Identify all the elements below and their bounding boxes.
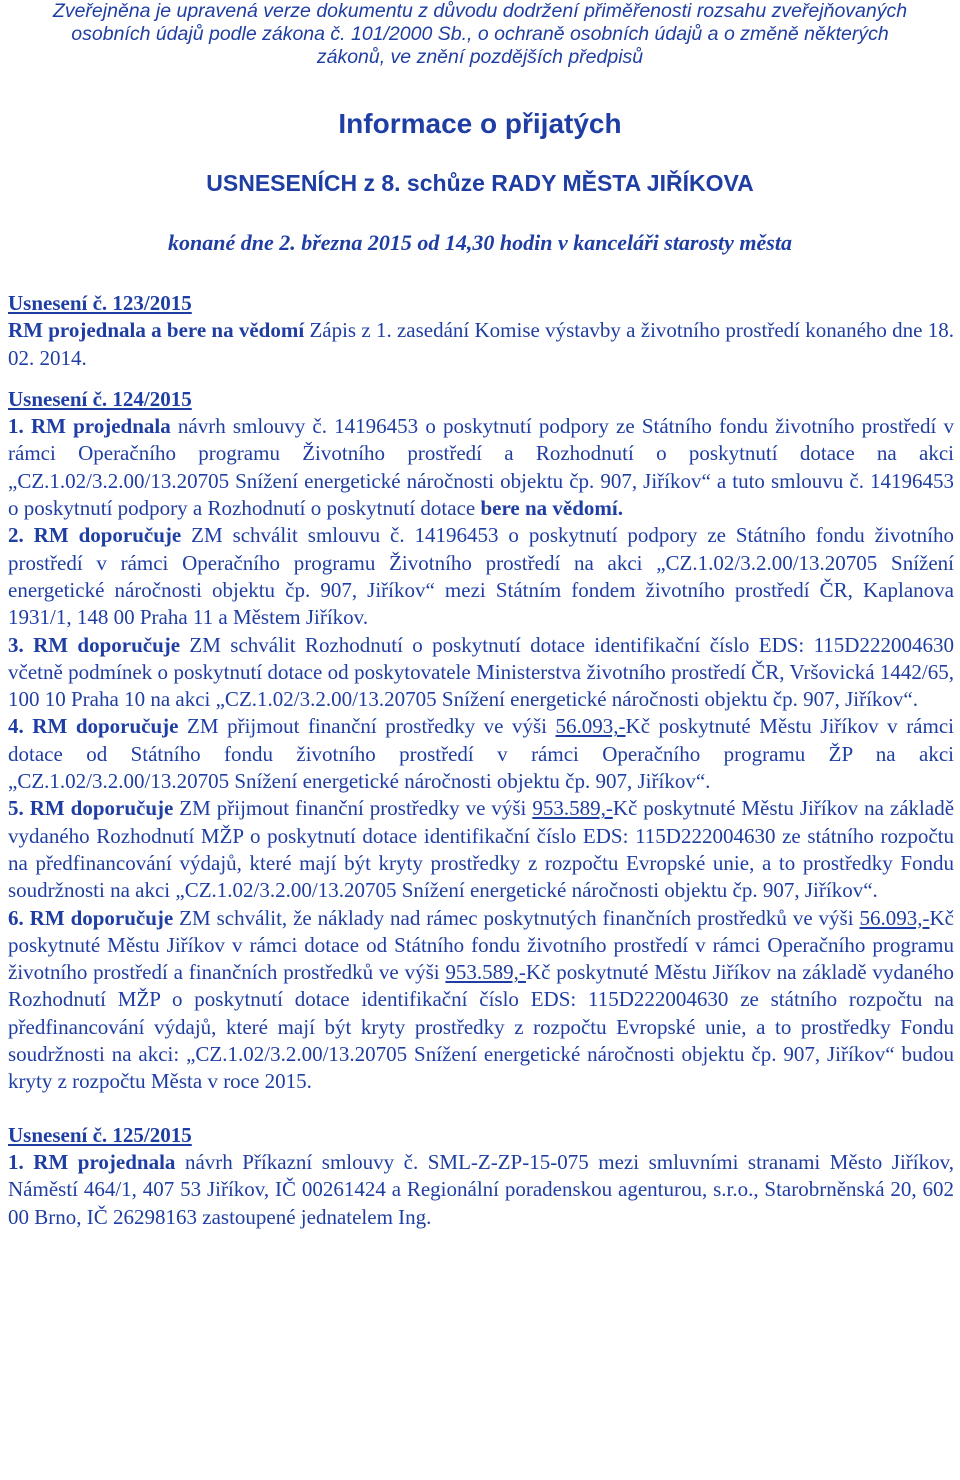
resolution-body: Kč poskytnuté Městu Jiříkov v rámci dotace od Státního fondu životního prostředí v rámci Operačního programu ŽP na akci „CZ.1.02/3.2.00/13.20705 Snížení energetické náročnosti objektu čp. 907, Jiříkov“. bbox=[8, 714, 954, 794]
resolution-body: Kč poskytnuté Městu Jiříkov na základě vydaného Rozhodnutí MŽP o poskytnutí dotace identifikační číslo EDS: 115D222004630 ze státního rozpočtu na předfinancování výdajů, které mají být kryty prostředky z rozpočtu Evropské unie, a to prostředky Fondu soudržnosti na akci „CZ.1.02/3.2.00/13.20705 Snížení energetické náročnosti objektu čp. 907, Jiříkov“. bbox=[8, 796, 955, 903]
resolution-124-item-2 bbox=[8, 522, 954, 631]
document-subtitle: USNESENÍCH z 8. schůze RADY MĚSTA JIŘÍKOVA bbox=[206, 170, 754, 196]
item-number: 1. bbox=[8, 1149, 24, 1174]
amount: 56.093,- bbox=[555, 714, 626, 739]
resolution-action: bere na vědomí bbox=[480, 496, 618, 521]
resolution-124-item-3 bbox=[8, 632, 954, 714]
resolution-body: Zápis z 1. zasedání Komise výstavby a životního prostředí konaného dne 18. 02. 2014. bbox=[8, 318, 954, 370]
resolution-body: ZM schválit Rozhodnutí o poskytnutí dotace identifikační číslo EDS: 115D222004630 včetně podmínek o poskytnutí dotace od poskytovatele Ministerstva životního prostředí ČR, Vršovická 1442/65, 100 10 Praha 10 na akci „CZ.1.02/3.2.00/13.20705 Snížení energetické náročnosti objektu čp. 907, Jiříkov“. bbox=[8, 632, 954, 712]
resolution-124-item-5 bbox=[8, 795, 954, 904]
notice-line: Zveřejněna je upravená verze dokumentu z důvodu dodržení přiměřenosti rozsahu zveřejňovaných bbox=[52, 0, 908, 22]
document-title: Informace o přijatých bbox=[338, 108, 622, 139]
item-number: 3. bbox=[8, 632, 24, 657]
meeting-info: konané dne 2. března 2015 od 14,30 hodin v kanceláři starosty města bbox=[168, 230, 792, 255]
resolution-body: Kč poskytnuté Městu Jiříkov na základě vydaného Rozhodnutí MŽP o poskytnutí dotace identifikační číslo EDS: 115D222004630 ze státního rozpočtu na předfinancování výdajů, které mají být kryty prostředky z rozpočtu Evropské unie, a to prostředky Fondu soudržnosti na akci: „CZ.1.02/3.2.00/13.20705 Snížení energetické náročnosti objektu čp. 907, Jiříkov“ budou kryty z rozpočtu Města v roce 2015. bbox=[8, 960, 954, 1094]
resolution-body: ZM přijmout finanční prostředky ve výši bbox=[173, 796, 533, 821]
amount: 953.589,- bbox=[445, 960, 526, 985]
resolution-body: ZM přijmout finanční prostředky ve výši bbox=[178, 714, 556, 739]
resolution-heading-124: Usnesení č. 124/2015 bbox=[8, 386, 192, 411]
resolution-action: RM doporučuje bbox=[29, 796, 174, 821]
resolution-125-item-1 bbox=[8, 1149, 954, 1231]
resolution-body: ZM schválit, že náklady nad rámec poskytnutých finančních prostředků ve výši bbox=[173, 905, 860, 930]
resolution-124-item-6 bbox=[8, 905, 954, 1096]
resolution-124-item-1 bbox=[8, 413, 954, 522]
item-number: 4. bbox=[8, 714, 24, 739]
resolution-action: RM doporučuje bbox=[33, 523, 182, 548]
resolution-action: RM projednala bbox=[33, 1149, 176, 1174]
amount: 56.093,- bbox=[859, 905, 930, 930]
resolution-body: Kč poskytnuté Městu Jiříkov v rámci dotace od Státního fondu životního prostředí v rámci Operačního programu životního prostředí a finančních prostředků ve výši bbox=[8, 905, 954, 985]
resolution-action: RM doporučuje bbox=[29, 905, 174, 930]
resolution-124-item-4 bbox=[8, 713, 954, 795]
resolution-body: ZM schválit smlouvu č. 14196453 o poskytnutí podpory ze Státního fondu životního prostředí v rámci Operačního programu Životního prostředí na akci „CZ.1.02/3.2.00/13.20705 Snížení energetické náročnosti objektu čp. 907, Jiříkov“ mezi Státním fondem životního prostředí ČR, Kaplanova 1931/1, 148 00 Praha 11 a Městem Jiříkov. bbox=[8, 523, 954, 630]
resolution-body: návrh smlouvy č. 14196453 o poskytnutí podpory ze Státního fondu životního prostředí v rámci Operačního programu Životního prostředí a Rozhodnutí o poskytnutí dotace na akci „CZ.1.02/3.2.00/13.20705 Snížení energetické náročnosti objektu čp. 907, Jiříkov“ a tuto smlouvu č. 14196453 o poskytnutí podpory a Rozhodnutí o poskytnutí dotace bbox=[8, 414, 955, 521]
resolution-action: RM projednala a bere na vědomí bbox=[8, 318, 305, 343]
item-number: 5. bbox=[8, 796, 24, 821]
notice-line: osobních údajů podle zákona č. 101/2000 Sb., o ochraně osobních údajů a o změně některých bbox=[71, 23, 889, 45]
amount: 953.589,- bbox=[532, 796, 613, 821]
resolution-heading-123: Usnesení č. 123/2015 bbox=[8, 291, 192, 315]
resolution-action: RM projednala bbox=[30, 414, 171, 439]
item-number: 2. bbox=[8, 523, 24, 548]
notice-line: zákonů, ve znění pozdějších předpisů bbox=[316, 46, 644, 68]
resolution-action: RM doporučuje bbox=[33, 632, 181, 657]
resolution-action: RM doporučuje bbox=[32, 714, 179, 739]
privacy-notice bbox=[0, 0, 960, 69]
item-number: 1. bbox=[8, 414, 24, 439]
resolutions bbox=[8, 290, 954, 1231]
punctuation: . bbox=[617, 496, 623, 521]
resolution-body: návrh Příkazní smlouvy č. SML-Z-ZP-15-075 mezi smluvními stranami Město Jiříkov, Náměstí 464/1, 407 53 Jiříkov, IČ 00261424 a Regionální poradenskou agenturou, s.r.o., Starobrněnská 20, 602 00 Brno, IČ 26298163 zastoupené jednatelem Ing. bbox=[8, 1149, 954, 1229]
resolution-123-text bbox=[8, 317, 954, 372]
resolution-heading-125: Usnesení č. 125/2015 bbox=[8, 1122, 192, 1147]
item-number: 6. bbox=[8, 905, 24, 930]
